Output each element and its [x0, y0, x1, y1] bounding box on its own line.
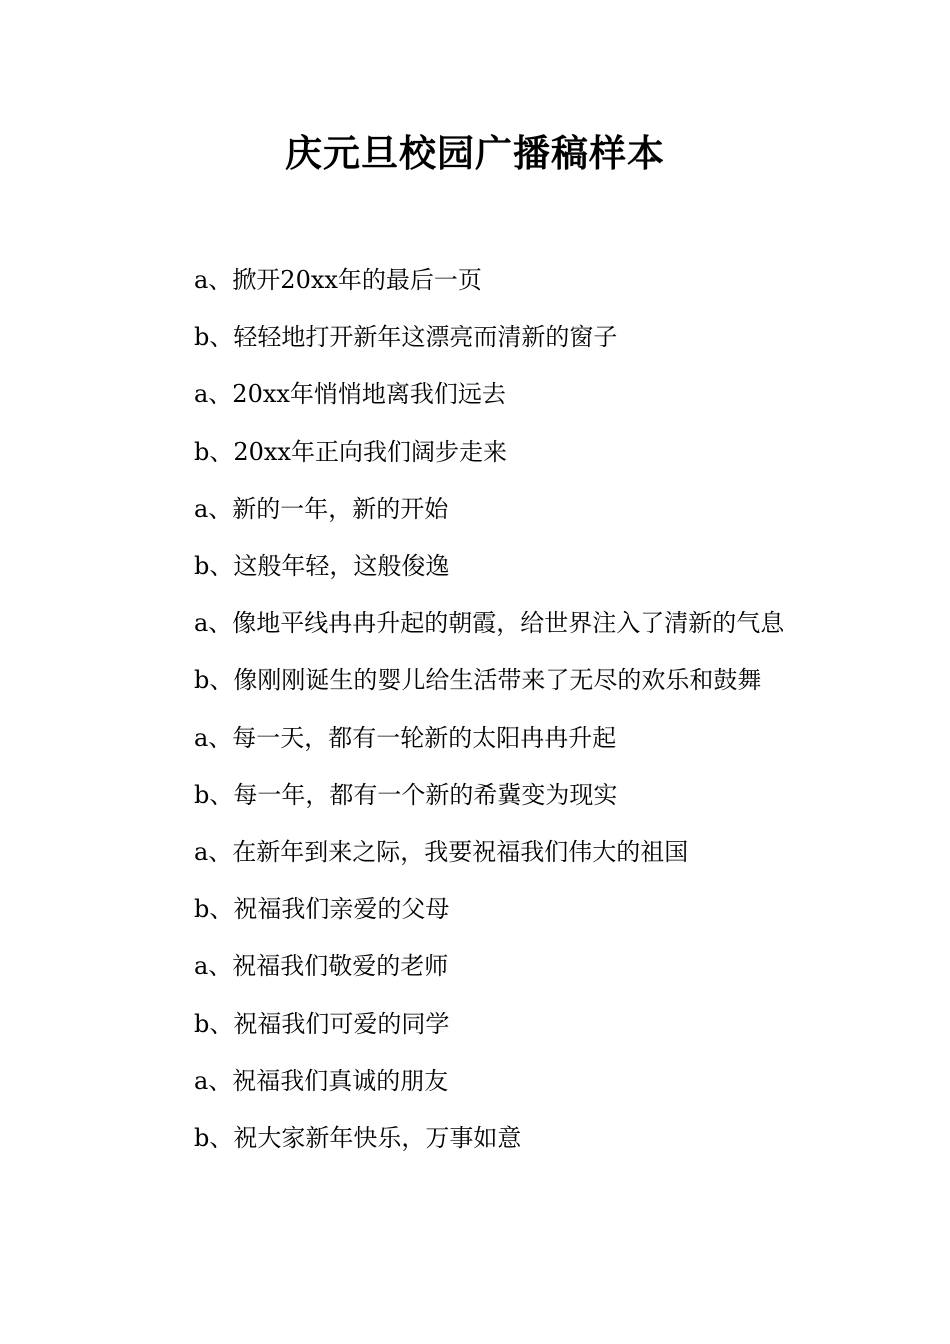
script-line: a、祝福我们敬爱的老师 — [194, 952, 449, 981]
script-line: a、每一天，都有一轮新的太阳冉冉升起 — [194, 723, 617, 752]
script-line: a、像地平线冉冉升起的朝霞，给世界注入了清新的气息 — [194, 609, 785, 638]
document-title: 庆元旦校园广播稿样本 — [285, 131, 665, 175]
script-line: b、祝大家新年快乐，万事如意 — [194, 1124, 522, 1153]
script-body — [146, 252, 810, 1167]
script-line: a、祝福我们真诚的朋友 — [194, 1066, 449, 1095]
script-line: b、每一年，都有一个新的希冀变为现实 — [194, 780, 618, 809]
script-line: b、像刚刚诞生的婴儿给生活带来了无尽的欢乐和鼓舞 — [194, 666, 762, 695]
script-line: a、20xx年悄悄地离我们远去 — [194, 380, 506, 409]
script-line: a、新的一年，新的开始 — [194, 494, 449, 523]
script-line: a、掀开20xx年的最后一页 — [194, 266, 482, 294]
script-line: a、在新年到来之际，我要祝福我们伟大的祖国 — [194, 838, 689, 867]
script-line: b、20xx年正向我们阔步走来 — [194, 437, 507, 466]
script-line: b、轻轻地打开新年这漂亮而清新的窗子 — [194, 323, 618, 352]
script-line: b、这般年轻，这般俊逸 — [194, 552, 450, 581]
script-line: b、祝福我们可爱的同学 — [194, 1009, 450, 1038]
script-line: b、祝福我们亲爱的父母 — [194, 895, 450, 924]
